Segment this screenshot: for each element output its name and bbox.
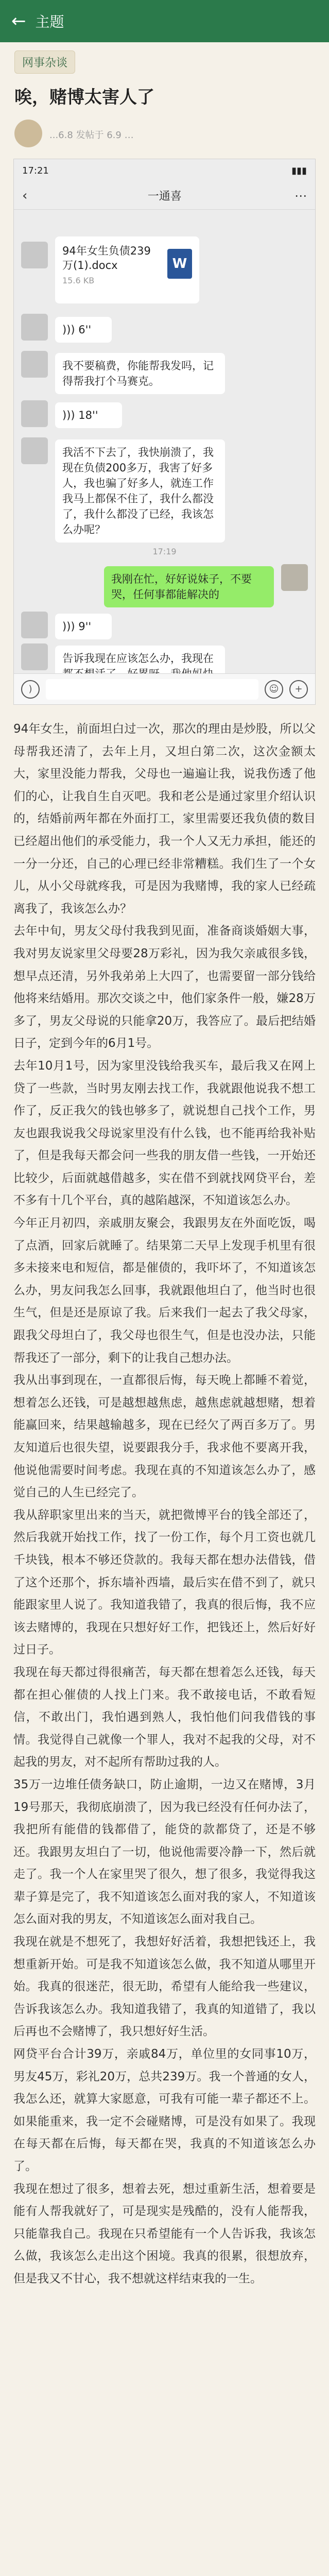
chat-title: 一通喜 (147, 190, 182, 203)
avatar (21, 400, 48, 427)
voice-message (55, 317, 112, 343)
file-name: 94年女生负债239万(1).docx (62, 245, 151, 272)
word-file-icon: W (167, 249, 192, 279)
chat-message: 我活不下去了，我快崩溃了，我现在负债200多万，我害了好多人，我也骗了好多人，就连工作我马上都保不住了，我什么都没了，我什么都没了已经，我该怎么办呢？ (55, 439, 225, 543)
paragraph: 今年正月初四，亲戚朋友聚会，我跟男友在外面吃饭，喝了点酒，回家后就睡了。结果第二天早上发现手机里有很多未接来电和短信，都是催债的，我吓坏了，不知道该怎么办，男友问我怎么回事，我就跟他坦白了，他当时也很生气，但是还是原谅了我。后来我们一起去了我父母家，跟我父母坦白了，我父母也很生气，但是也没办法，只能帮我还了一部分，剩下的让我自己想办法。 (13, 1216, 316, 1365)
avatar (21, 643, 48, 670)
avatar (21, 612, 48, 638)
chat-header (14, 182, 315, 210)
app-bar (0, 0, 329, 42)
emoji-icon: ☺ (265, 680, 283, 699)
file-size: 15.6 KB (62, 276, 95, 285)
voice-duration: 9'' (78, 620, 92, 633)
chat-input (46, 679, 258, 700)
paragraph: 去年10月1号，因为家里没钱给我买车，最后我又在网上贷了一些款，当时男友刚去找工作，我就跟他说我不想工作了，反正我欠的钱也够多了，就说想自己找个工作，男友也跟我说我父母说家里没有什么钱，也不能再给我补贴了，但是我每天都会问一些我的朋友借一些钱，一开始还比较少，后面就越借越多，实在借不到就找网贷平台，差不多有十几个平台，真的越陷越深，不知道该怎么办。 (13, 1059, 316, 1208)
more-icon: ⋯ (295, 188, 307, 203)
chat-message: 我不要稿费，你能帮我发吗，记得帮我打个马赛克。 (55, 353, 225, 394)
file-card (55, 236, 199, 303)
chat-message: 告诉我现在应该怎么办，我现在 (55, 646, 225, 702)
paragraph: 35万一边堆任债务缺口，防止逾期，一边又在赌博，3月19号那天，我彻底崩溃了，因为我已经没有任何办法了，我把所有能借的钱都借了，能贷的款都贷了，还是不够还。我跟男友坦白了一切，他说他需要冷静一下，然后就走了。我一个人在家里哭了很久，想了很多，我觉得我这辈子算是完了，我不知道该怎么面对我的家人，不知道该怎么面对我的男友，不知道该怎么面对我自己。 (13, 1777, 316, 1926)
chat-input-bar (14, 673, 315, 704)
chat-message-self: 我刚在忙，好好说妹子，不要哭，任何事都能解决的 (104, 566, 274, 607)
voice-message (55, 402, 122, 428)
voice-icon: ))) (62, 620, 75, 633)
voice-icon: ))) (62, 409, 75, 421)
status-time: 17:21 (22, 165, 49, 176)
avatar[interactable] (14, 120, 42, 147)
paragraph: 我现在就是不想死了，我想好好活着，我想把钱还上，我想重新开始。可是我不知道该怎么做，我不知道从哪里开始。我真的很迷茫，很无助，希望有人能给我一些建议，告诉我该怎么办。我知道我错了，我真的知道错了，我以后再也不会赌博了，我只想好好生活。 (13, 1935, 316, 2039)
paragraph: 我现在每天都过得很痛苦，每天都在想着怎么还钱，每天都在担心催债的人找上门来。我不敢接电话，不敢看短信，不敢出门，我怕遇到熟人，我怕他们问我借钱的事情。我觉得自己就像一个罪人，我对不起我的父母，对不起我的男友，对不起所有帮助过我的人。 (13, 1665, 316, 1769)
post-body (13, 718, 316, 2291)
paragraph: 网贷平台合计39万，亲戚84万，单位里的女同事10万，男友45万，彩礼20万，总共239万。我一个普通的女人，我怎么还，就算大家愿意，可我有可能一辈子都还不上。如果能重来，我一定不会碰赌博，可是没有如果了。我现在每天都在后悔，每天都在哭，我真的不知道该怎么办了。 (13, 2047, 316, 2173)
post-title: 唉，赌博太害人了 (14, 87, 154, 108)
avatar (21, 314, 48, 341)
chat-back-icon: ‹ (22, 188, 28, 204)
voice-message (55, 614, 112, 639)
voice-duration: 6'' (78, 324, 92, 336)
plus-icon: + (289, 680, 308, 699)
avatar (21, 437, 48, 464)
author-info: ...6.8 发帖于 6.9 … (49, 130, 134, 141)
avatar (21, 351, 48, 378)
voice-duration: 18'' (78, 409, 98, 421)
voice-icon: ))) (62, 324, 75, 336)
voice-input-icon: ) (21, 680, 40, 699)
app-bar-title: 主题 (35, 13, 64, 30)
chat-screenshot (13, 159, 316, 705)
paragraph: 我从辞职家里出来的当天，就把微博平台的钱全部还了，然后我就开始找工作，找了一份工作，每个月工资也就几千块钱，根本不够还贷款的。我每天都在想办法借钱，借了这个还那个，拆东墙补西墙，最后实在借不到了，就只能跟家里人说了。我知道我错了，我真的很后悔，我不应该去赌博的，我现在只想好好工作，把钱还上，然后好好过日子。 (13, 1508, 316, 1657)
battery-icon: ▮▮▮ (291, 165, 307, 176)
paragraph: 94年女生，前面坦白过一次，那次的理由是炒股，所以父母帮我还清了，去年上月，又坦白第二次，这次金额太大，家里没能力帮我，父母也一遍遍让我，说我伤透了他们的心，让我自生自灭吧。我和老公是通过家里介绍认识的，结婚前两年都在外面打工，家里需要还我负债的数目已经超出他们的承受能力，我一个人又无力承担，能还的一分一分还，自己的心理已经非常糟糕。我们生了一个女儿，从小父母就疼我，可是因为我赌博，我的家人已经疏离我了，我该怎么办？ (13, 722, 316, 916)
time-divider: 17:19 (152, 547, 177, 556)
status-bar (14, 159, 315, 182)
back-arrow-icon[interactable]: ← (11, 11, 26, 31)
paragraph: 我从出事到现在，一直都很后悔，每天晚上都睡不着觉，想着怎么还钱，可是越想越焦虑，越焦虑就越想赌，想着能赢回来，结果越输越多，现在已经欠了两百多万了。男友知道后也很失望，说要跟我分手，我求他不要离开我，他说他需要时间考虑。我现在真的不知道该怎么办了，感觉自己的人生已经完了。 (13, 1374, 316, 1500)
category-tag[interactable]: 网事杂谈 (14, 50, 75, 74)
paragraph: 我现在想过了很多，想着去死，想过重新生活，想着要是能有人帮我就好了，可是现实是残酷的，没有人能帮我，只能靠我自己。我现在只希望能有一个人告诉我，我该怎么做，我该怎么走出这个困境。我真的很累，很想放弃，但是我又不甘心，我不想就这样结束我的一生。 (13, 2182, 316, 2285)
avatar (21, 242, 48, 268)
avatar (281, 564, 308, 591)
author-row (14, 120, 315, 147)
paragraph: 去年中旬，男友父母付我我到见面，准备商谈婚姻大事，我对男友说家里父母要28万彩礼，因为我欠亲戚很多钱，想早点还清，另外我弟弟上大四了，也需要留一部分钱给他将来结婚用。那次交谈之中，他们家条件一般，嫌28万多了，男友父母说的只能拿20万，我答应了。最后把结婚日子，定到今年的6月1号。 (13, 924, 316, 1050)
